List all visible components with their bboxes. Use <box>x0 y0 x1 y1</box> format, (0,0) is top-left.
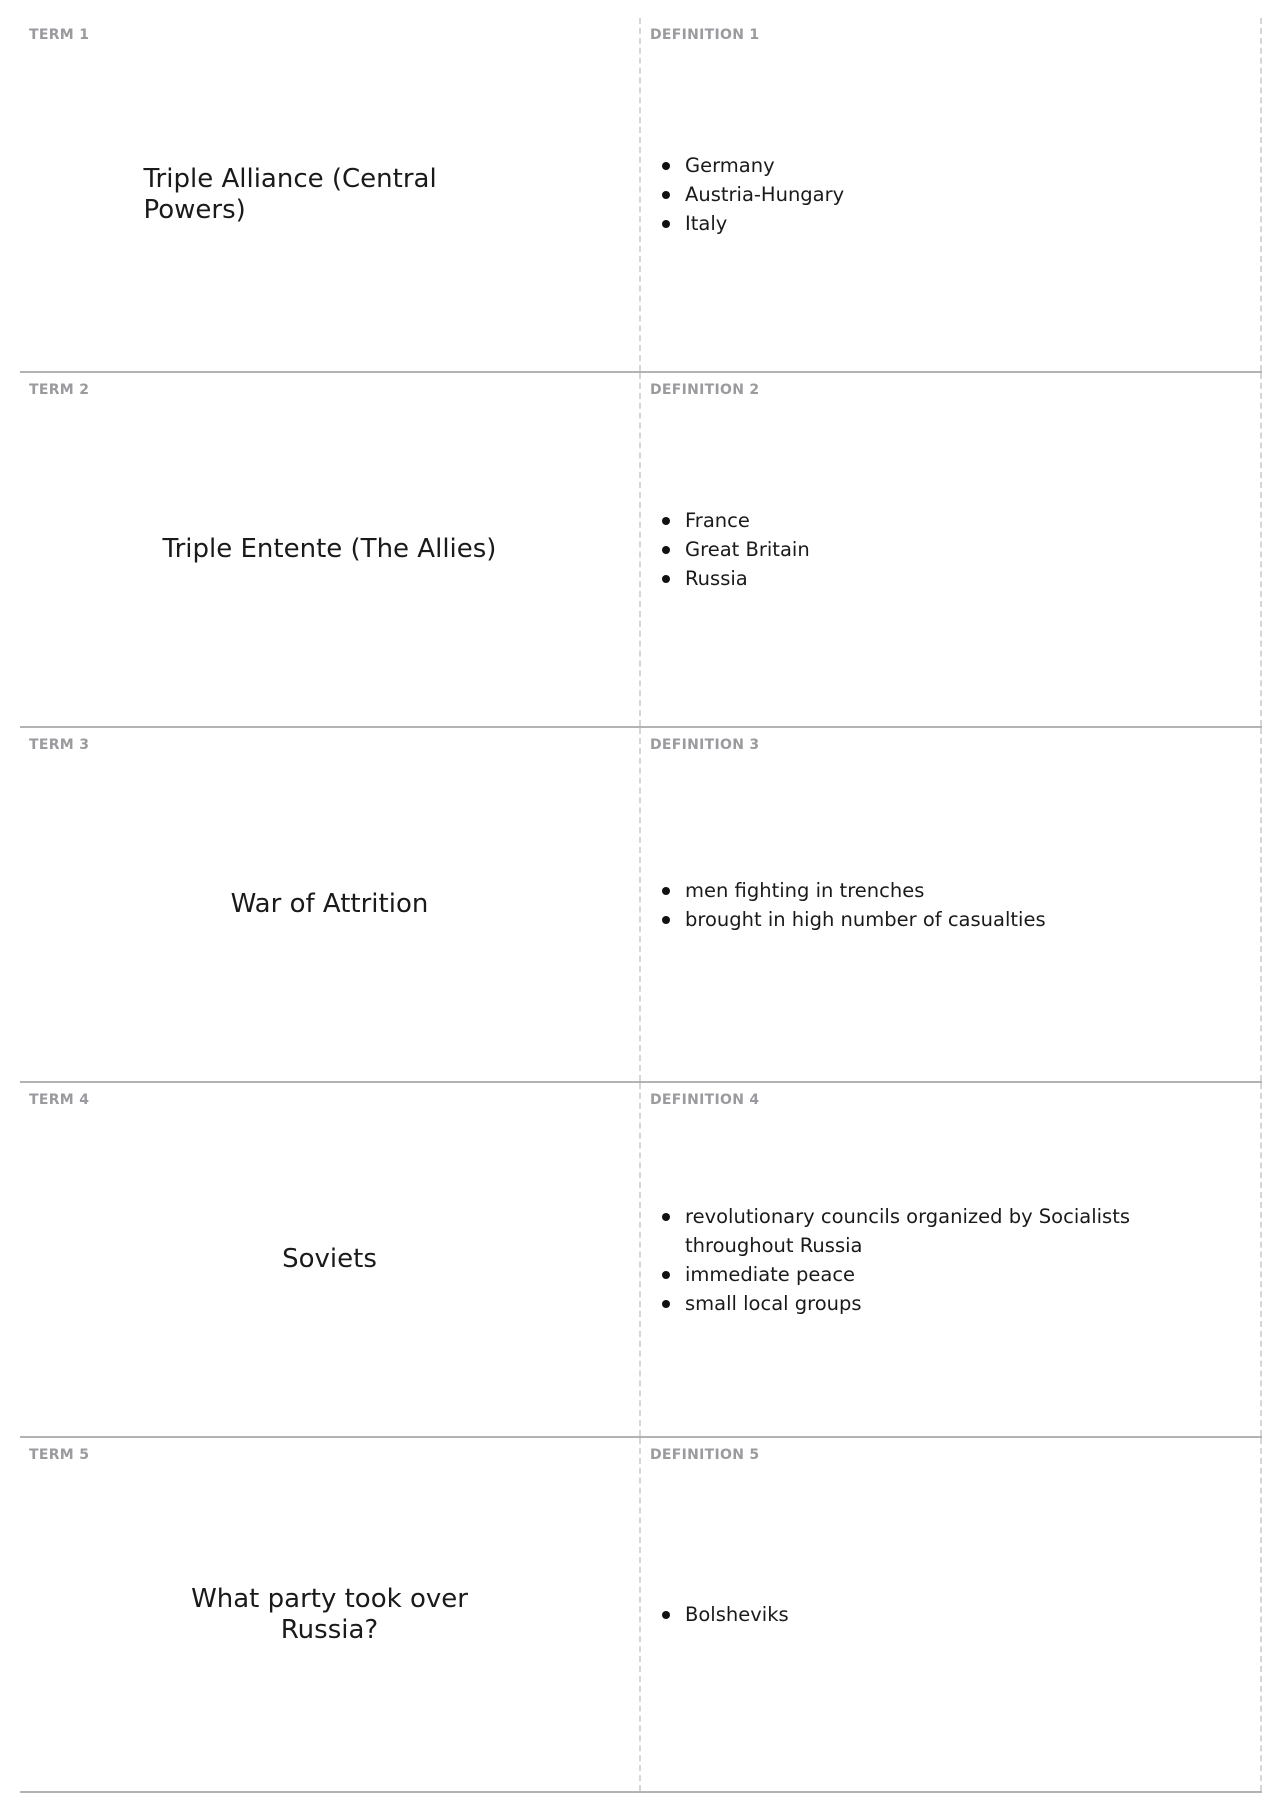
definition-label: DEFINITION 4 <box>650 1092 760 1108</box>
term-cell <box>20 18 641 371</box>
term-label: TERM 2 <box>29 382 90 398</box>
definition-cell <box>641 1438 1262 1791</box>
flashcard-row-1 <box>20 18 1262 373</box>
definition-item: Austria-Hungary <box>685 180 1240 209</box>
term-cell <box>20 1083 641 1436</box>
term-cell <box>20 373 641 726</box>
definition-item: Russia <box>685 564 1240 593</box>
definition-cell <box>641 1083 1262 1436</box>
flashcard-sheet <box>20 18 1262 1793</box>
definition-label: DEFINITION 5 <box>650 1447 760 1463</box>
term-cell <box>20 728 641 1081</box>
flashcard-row-3 <box>20 728 1262 1083</box>
definition-list <box>641 1202 1260 1318</box>
definition-item: brought in high number of casualties <box>685 905 1240 934</box>
definition-item: France <box>685 506 1240 535</box>
definition-cell <box>641 18 1262 371</box>
definition-item: Bolsheviks <box>685 1600 1240 1629</box>
term-text: War of Attrition <box>230 889 429 919</box>
definition-item: revolutionary councils organized by Socialists throughout Russia <box>685 1202 1240 1260</box>
definition-cell <box>641 373 1262 726</box>
definition-list <box>641 876 1260 934</box>
term-text: Triple Alliance (Central Powers) <box>143 163 437 225</box>
definition-list <box>641 506 1260 593</box>
definition-item: small local groups <box>685 1289 1240 1318</box>
flashcard-row-2 <box>20 373 1262 728</box>
definition-item: Italy <box>685 209 1240 238</box>
term-label: TERM 3 <box>29 737 90 753</box>
flashcard-row-5 <box>20 1438 1262 1793</box>
definition-item: Germany <box>685 151 1240 180</box>
term-text: Soviets <box>282 1244 377 1274</box>
term-label: TERM 1 <box>29 27 90 43</box>
definition-list <box>641 151 1260 238</box>
term-text: What party took over Russia? <box>191 1583 468 1645</box>
term-cell <box>20 1438 641 1791</box>
definition-list <box>641 1600 1260 1629</box>
flashcard-row-4 <box>20 1083 1262 1438</box>
term-text: Triple Entente (The Allies) <box>162 534 497 564</box>
term-label: TERM 5 <box>29 1447 90 1463</box>
definition-item: men fighting in trenches <box>685 876 1240 905</box>
definition-label: DEFINITION 2 <box>650 382 760 398</box>
term-label: TERM 4 <box>29 1092 90 1108</box>
definition-label: DEFINITION 3 <box>650 737 760 753</box>
definition-item: Great Britain <box>685 535 1240 564</box>
definition-item: immediate peace <box>685 1260 1240 1289</box>
definition-cell <box>641 728 1262 1081</box>
definition-label: DEFINITION 1 <box>650 27 760 43</box>
